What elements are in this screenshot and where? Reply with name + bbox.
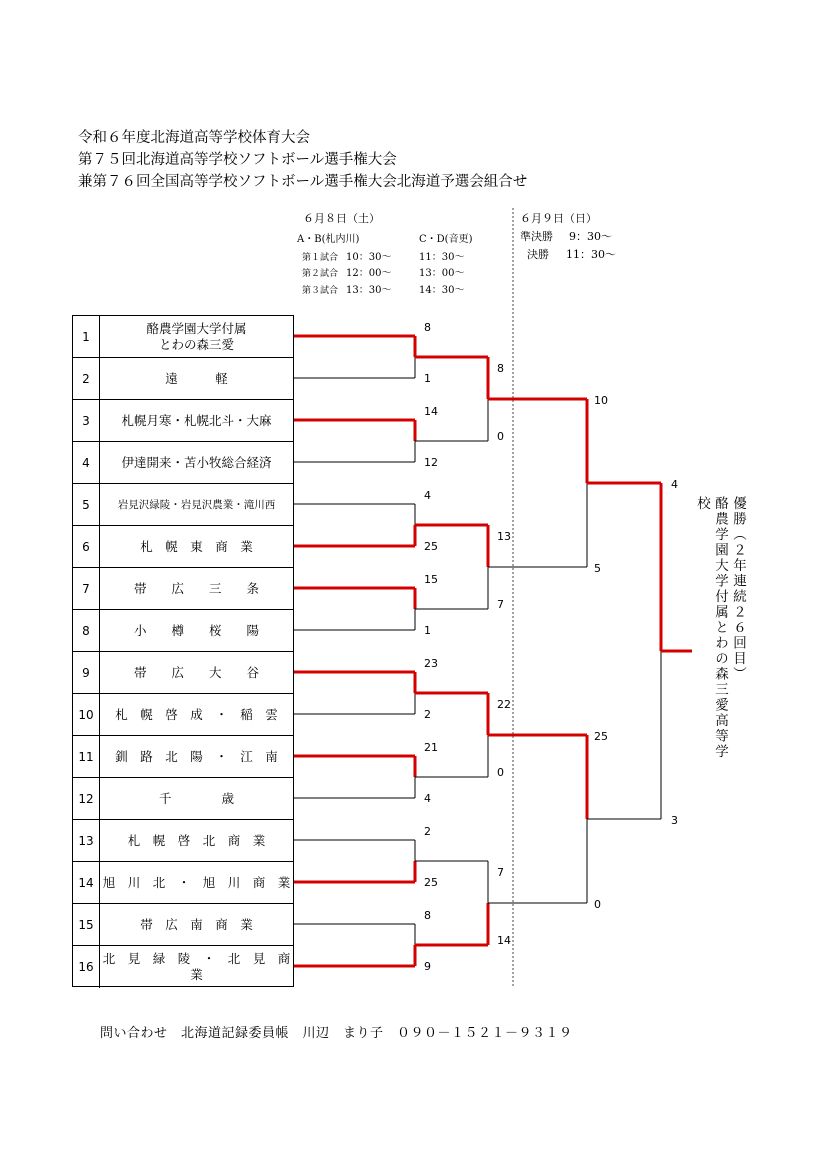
score-r2: 0 (497, 766, 504, 779)
team-name: 遠 軽 (165, 371, 228, 386)
semi-time: 9：30～ (569, 230, 612, 243)
team-seed: 10 (73, 694, 100, 736)
game2-label: 第２試合 (302, 269, 339, 279)
team-seed: 16 (73, 946, 100, 988)
team-seed: 12 (73, 778, 100, 820)
score-r3: 5 (594, 562, 601, 575)
game3-cd-time: 14：30～ (419, 285, 465, 296)
score-r3: 0 (594, 898, 601, 911)
team-name: 旭 川 北 ・ 旭 川 商 業 (102, 875, 291, 890)
title-line-3: 兼第７６回全国高等学校ソフトボール選手権大会北海道予選会組合せ (78, 174, 528, 190)
team-seed: 14 (73, 862, 100, 904)
score-r2: 0 (497, 430, 504, 443)
team-name: 札 幌 東 商 業 (140, 539, 253, 554)
team-seed: 2 (73, 358, 100, 400)
score-r1: 23 (424, 657, 438, 670)
score-r1: 1 (424, 624, 431, 637)
score-r2: 14 (497, 934, 511, 947)
team-seed: 9 (73, 652, 100, 694)
day1-venue-ab: A・B(札内川) (297, 234, 360, 245)
champion-title: 優勝（２年連続２６回目） (730, 496, 746, 682)
score-r2: 8 (497, 362, 504, 375)
team-name: 帯 広 大 谷 (133, 665, 259, 680)
score-r1: 9 (424, 960, 431, 973)
title-line-2: 第７５回北海道高等学校ソフトボール選手権大会 (78, 152, 397, 168)
team-name: 釧 路 北 陽 ・ 江 南 (115, 749, 278, 764)
game1-ab-time: 10：30～ (346, 252, 392, 263)
team-seed: 7 (73, 568, 100, 610)
contact-info: 問い合わせ 北海道記録委員帳 川辺 まり子 ０９０－１５２１－９３１９ (100, 1026, 573, 1041)
champion-announcement (694, 496, 746, 796)
score-r1: 12 (424, 456, 438, 469)
title-line-1: 令和６年度北海道高等学校体育大会 (78, 130, 310, 146)
game1-cd-time: 11：30～ (419, 252, 465, 263)
champion-school-end: 校 (694, 496, 710, 512)
score-r3: 25 (594, 730, 608, 743)
team-seed: 1 (73, 316, 100, 358)
score-r1: 4 (424, 792, 431, 805)
score-r1: 2 (424, 708, 431, 721)
team-seed: 4 (73, 442, 100, 484)
day1-date: ６月８日（土） (303, 212, 380, 225)
team-seed: 8 (73, 610, 100, 652)
team-name: 帯 広 三 条 (133, 581, 259, 596)
score-r1: 8 (424, 321, 431, 334)
game1-label: 第１試合 (302, 253, 339, 263)
team-name: 札幌月寒・札幌北斗・大麻 (121, 413, 272, 428)
team-name: 小 樽 桜 陽 (133, 623, 259, 638)
score-r1: 1 (424, 372, 431, 385)
game3-label: 第３試合 (302, 286, 339, 296)
team-seed: 3 (73, 400, 100, 442)
score-r1: 25 (424, 540, 438, 553)
team-name: 千 歳 (158, 791, 234, 806)
semi-label: 準決勝 (520, 230, 553, 243)
team-seed: 13 (73, 820, 100, 862)
score-r1: 25 (424, 876, 438, 889)
game3-ab-time: 13：30～ (346, 285, 392, 296)
team-seed: 15 (73, 904, 100, 946)
score-r1: 15 (424, 573, 438, 586)
team-seed: 11 (73, 736, 100, 778)
score-r2: 22 (497, 698, 511, 711)
champion-school: 酪農学園大学付属とわの森三愛高等学 (712, 496, 728, 760)
team-name: 伊達開来・苫小牧総合経済 (121, 455, 272, 470)
team-name: 酪農学園大学付属 とわの森三愛 (146, 321, 247, 352)
final-label: 決勝 (527, 248, 549, 261)
team-seed: 6 (73, 526, 100, 568)
score-r2: 7 (497, 598, 504, 611)
team-name: 北 見 緑 陵 ・ 北 見 商 業 (102, 951, 303, 982)
game2-ab-time: 12：00～ (346, 268, 392, 279)
score-r2: 13 (497, 530, 511, 543)
score-r1: 8 (424, 909, 431, 922)
game2-cd-time: 13：00～ (419, 268, 465, 279)
score-r1: 2 (424, 825, 431, 838)
final-time: 11：30～ (566, 248, 616, 261)
day1-venue-cd: C・D(音更) (419, 234, 473, 245)
score-r3: 10 (594, 394, 608, 407)
score-r1: 21 (424, 741, 438, 754)
score-final: 4 (671, 478, 678, 491)
score-r1: 4 (424, 489, 431, 502)
score-r2: 7 (497, 866, 504, 879)
team-name: 札 幌 啓 北 商 業 (127, 833, 266, 848)
score-r1: 14 (424, 405, 438, 418)
score-final: 3 (671, 814, 678, 827)
day2-date: ６月９日（日） (520, 212, 597, 225)
team-name: 帯 広 南 商 業 (140, 917, 253, 932)
team-seed: 5 (73, 484, 100, 526)
team-name: 岩見沢緑陵・岩見沢農業・滝川西 (117, 499, 276, 511)
team-name: 札 幌 啓 成 ・ 稲 雲 (115, 707, 278, 722)
